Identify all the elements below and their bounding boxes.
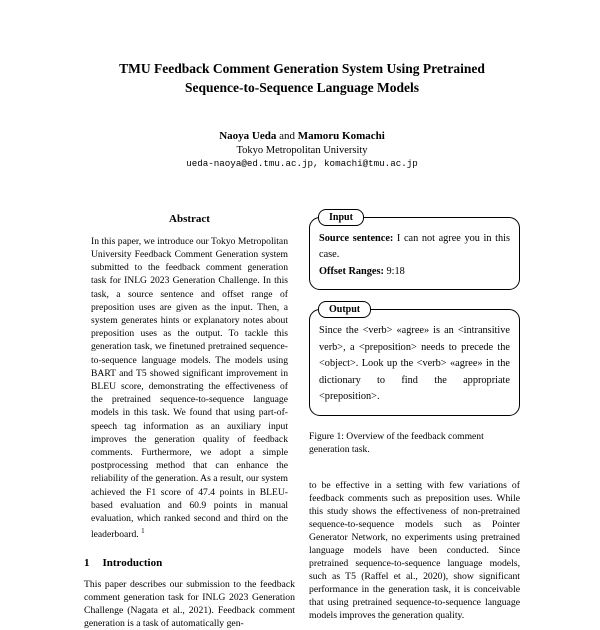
input-offset-ranges-line	[319, 264, 510, 281]
section-heading-introduction	[84, 557, 295, 569]
source-sentence-label: Source sentence:	[319, 232, 394, 244]
affiliation: Tokyo Metropolitan University	[236, 144, 368, 156]
input-box-label: Input	[318, 209, 364, 226]
left-column	[84, 211, 295, 630]
authors-line	[84, 130, 520, 142]
paper-title: TMU Feedback Comment Generation System Using Pretrained Sequence-to-Sequence Language Models	[119, 61, 485, 95]
output-box-text: Since the <verb> «agree» is an <intransitive verb>, a <preposition> needs to precede the <object>. Look up the <verb> «agree» in the dictionary to find the appropriate <preposition>.	[319, 325, 510, 403]
figure-caption: Figure 1: Overview of the feedback comment generation task.	[309, 430, 484, 455]
offset-ranges-text: 9:18	[386, 265, 405, 277]
author-conjunction: and	[279, 129, 295, 142]
right-column-text: to be effective in a setting with few variations of feedback comments such as preposition uses. While this study shows the effectiveness of non-pretrained sequence-to-sequence models such as Pointer Generator Network, no experiments using pretrained language models have been conducted. Since pretrained sequence-to-sequence language models, such as T5 (Raffel et al., 2020), show significant performance in the generation task, it is conceivable that using pretrained sequence-to-sequence language models improves the generation quality.	[309, 480, 520, 622]
offset-ranges-label: Offset Ranges:	[319, 265, 384, 277]
section-number: 1	[84, 556, 90, 569]
output-box-label: Output	[318, 301, 371, 318]
section-title: Introduction	[102, 556, 163, 569]
figure-output-box	[309, 304, 520, 416]
abstract-body: In this paper, we introduce our Tokyo Metropolitan University Feedback Comment Generation system submitted to the feedback comment generation task for INLG 2023 Generation Challenge. In this task, a source sentence and offset range of preposition uses are given as the input. Then, a system generates hints or explanatory notes about preposition uses as the output. To tackle this generation task, we finetuned pretrained sequence-to-sequence language models. The models using BART and T5 showed significant improvement in BLEU score, demonstrating the effectiveness of the pretrained sequence-to-sequence language models in this task. We found that using part-of-speech tag information as an auxiliary input improves the generation quality of feedback comments. Furthermore, we adopt a simple postprocessing method that can enhance the reliability of the generation. As a result, our system achieved the F1 score of 47.4 points in BLEU-based evaluation and 60.9 points in manual evaluation, which ranked second and third on the leaderboard.	[91, 235, 288, 541]
author-emails: ueda-naoya@ed.tmu.ac.jp, komachi@tmu.ac.jp	[186, 157, 418, 169]
author-2: Mamoru Komachi	[297, 129, 385, 142]
figure-input-box	[309, 211, 520, 291]
abstract-heading: Abstract	[169, 212, 210, 225]
footnote-marker: 1	[141, 527, 145, 536]
right-column	[309, 211, 520, 630]
introduction-text: This paper describes our submission to the feedback comment generation task for INLG 2023 Generation Challenge (Nagata et al., 2021). Feedback comment generation is a task of automatically gen-	[84, 578, 295, 629]
two-column-body	[84, 211, 520, 630]
input-source-sentence-line	[319, 231, 510, 264]
source-sentence-text: I can not agree you in this case.	[319, 232, 510, 261]
author-1: Naoya Ueda	[219, 129, 277, 142]
abstract-text	[84, 235, 295, 542]
